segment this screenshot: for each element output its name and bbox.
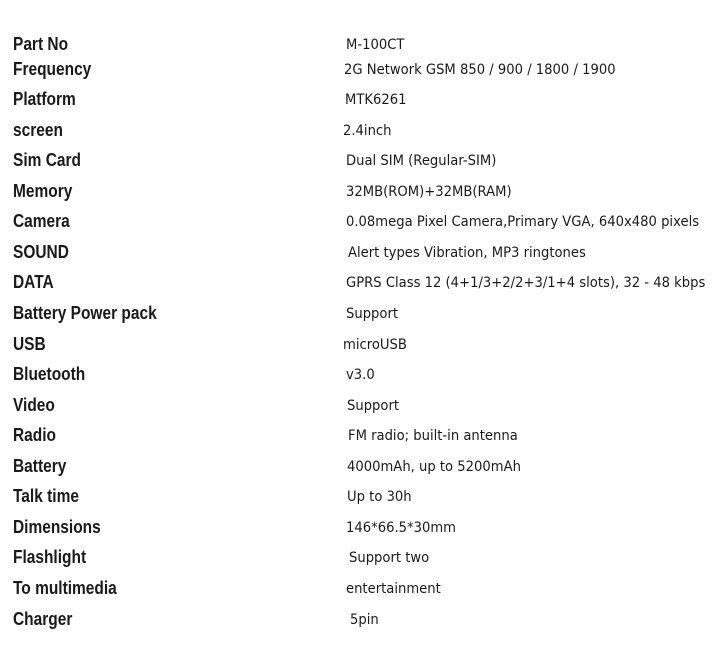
spec-value: Alert types Vibration, MP3 ringtones <box>348 245 586 261</box>
spec-value: 146*66.5*30mm <box>346 520 456 536</box>
spec-label: Frequency <box>13 59 92 79</box>
spec-value: 2G Network GSM 850 / 900 / 1800 / 1900 <box>344 62 616 78</box>
spec-value: 0.08mega Pixel Camera,Primary VGA, 640x480 pixels <box>346 214 700 230</box>
spec-label: Platform <box>13 89 76 109</box>
spec-value: microUSB <box>343 337 407 353</box>
spec-row-frequency <box>0 58 721 88</box>
spec-value: Support <box>346 306 399 322</box>
spec-value: MTK6261 <box>345 92 407 108</box>
spec-row-sound <box>0 241 721 271</box>
spec-label: SOUND <box>13 242 69 262</box>
spec-label: Flashlight <box>13 547 87 567</box>
spec-label: To multimedia <box>13 578 117 598</box>
spec-label: Video <box>13 395 55 415</box>
spec-value: 32MB(ROM)+32MB(RAM) <box>346 184 512 200</box>
spec-value: M-100CT <box>346 37 405 53</box>
spec-label: Camera <box>13 211 70 231</box>
spec-label: Talk time <box>13 486 79 506</box>
spec-row-bluetooth <box>0 363 721 393</box>
spec-label: Battery <box>13 456 67 476</box>
spec-label: Memory <box>13 181 73 201</box>
spec-value: Up to 30h <box>347 489 412 505</box>
spec-label: Bluetooth <box>13 364 86 384</box>
spec-value: 5pin <box>350 612 379 628</box>
spec-label: DATA <box>13 272 54 292</box>
spec-label: Charger <box>13 609 73 629</box>
spec-row-screen <box>0 119 721 149</box>
spec-row-radio <box>0 424 721 454</box>
spec-row-flashlight <box>0 546 721 576</box>
spec-label: screen <box>13 120 63 140</box>
spec-value: Support <box>347 398 400 414</box>
spec-value: Support two <box>349 550 430 566</box>
spec-label: Sim Card <box>13 150 81 170</box>
spec-label: Radio <box>13 425 57 445</box>
spec-row-charger <box>0 608 721 638</box>
spec-row-usb <box>0 333 721 363</box>
spec-value: 4000mAh, up to 5200mAh <box>347 459 521 475</box>
spec-value: FM radio; built-in antenna <box>348 428 518 444</box>
spec-value: 2.4inch <box>343 123 392 139</box>
spec-row-memory <box>0 180 721 210</box>
spec-row-camera <box>0 210 721 240</box>
spec-label: Dimensions <box>13 517 101 537</box>
spec-row-to-multimedia <box>0 577 721 607</box>
spec-label: Part No <box>13 34 69 54</box>
spec-value: entertainment <box>346 581 441 597</box>
spec-row-talk-time <box>0 485 721 515</box>
spec-value: Dual SIM (Regular-SIM) <box>346 153 497 169</box>
spec-label: USB <box>13 334 46 354</box>
spec-row-data <box>0 271 721 301</box>
spec-row-dimensions <box>0 516 721 546</box>
spec-row-battery-power-pack <box>0 302 721 332</box>
spec-label: Battery Power pack <box>13 303 157 323</box>
spec-value: GPRS Class 12 (4+1/3+2/2+3/1+4 slots), 32 - 48 kbps <box>346 275 706 291</box>
spec-row-video <box>0 394 721 424</box>
spec-row-sim-card <box>0 149 721 179</box>
spec-row-battery <box>0 455 721 485</box>
spec-row-platform <box>0 88 721 118</box>
spec-value: v3.0 <box>346 367 375 383</box>
